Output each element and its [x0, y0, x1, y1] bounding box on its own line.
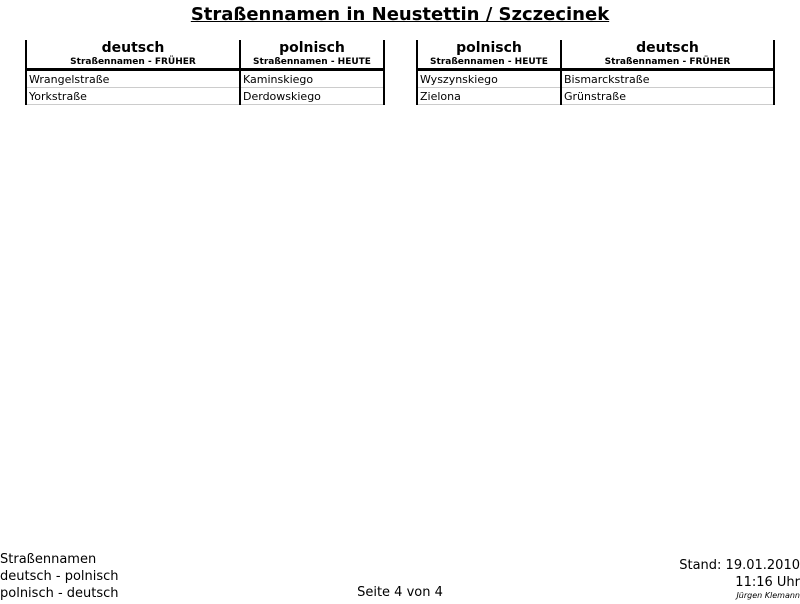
column-header-deutsch — [26, 40, 240, 70]
table-cell: Zielona — [417, 88, 561, 105]
footer-right — [679, 557, 800, 601]
street-table-german-polish — [25, 40, 385, 105]
street-table-polish-german — [416, 40, 775, 105]
table-row — [26, 70, 384, 88]
header-label: polnisch — [456, 40, 522, 56]
footer-line: polnisch - deutsch — [0, 586, 119, 601]
table-cell: Bismarckstraße — [561, 70, 774, 88]
table-row — [417, 70, 774, 88]
header-label: deutsch — [636, 40, 699, 56]
column-header-polnisch — [240, 40, 384, 70]
author: Jürgen Klemann — [736, 591, 800, 600]
table-cell: Derdowskiego — [240, 88, 384, 105]
column-header-polnisch — [417, 40, 561, 70]
header-sublabel: Straßennamen - FRÜHER — [70, 57, 196, 67]
header-label: polnisch — [279, 40, 345, 56]
table-cell: Yorkstraße — [26, 88, 240, 105]
footer-line: deutsch - polnisch — [0, 569, 119, 584]
table-cell: Grünstraße — [561, 88, 774, 105]
page-number: Seite 4 von 4 — [357, 585, 443, 600]
header-label: deutsch — [101, 40, 165, 56]
header-sublabel: Straßennamen - HEUTE — [253, 57, 371, 67]
header-sublabel: Straßennamen - HEUTE — [430, 57, 548, 67]
header-sublabel: Straßennamen - FRÜHER — [604, 57, 731, 67]
column-header-deutsch — [561, 40, 774, 70]
table-row — [417, 88, 774, 105]
stand-date: Stand: 19.01.2010 — [679, 558, 800, 573]
footer-line: Straßennamen — [0, 552, 97, 567]
stand-time: 11:16 Uhr — [735, 575, 800, 590]
table-cell: Kaminskiego — [240, 70, 384, 88]
table-cell: Wrangelstraße — [26, 70, 240, 88]
page-title: Straßennamen in Neustettin / Szczecinek — [190, 4, 610, 25]
table-row — [26, 88, 384, 105]
table-cell: Wyszynskiego — [417, 70, 561, 88]
